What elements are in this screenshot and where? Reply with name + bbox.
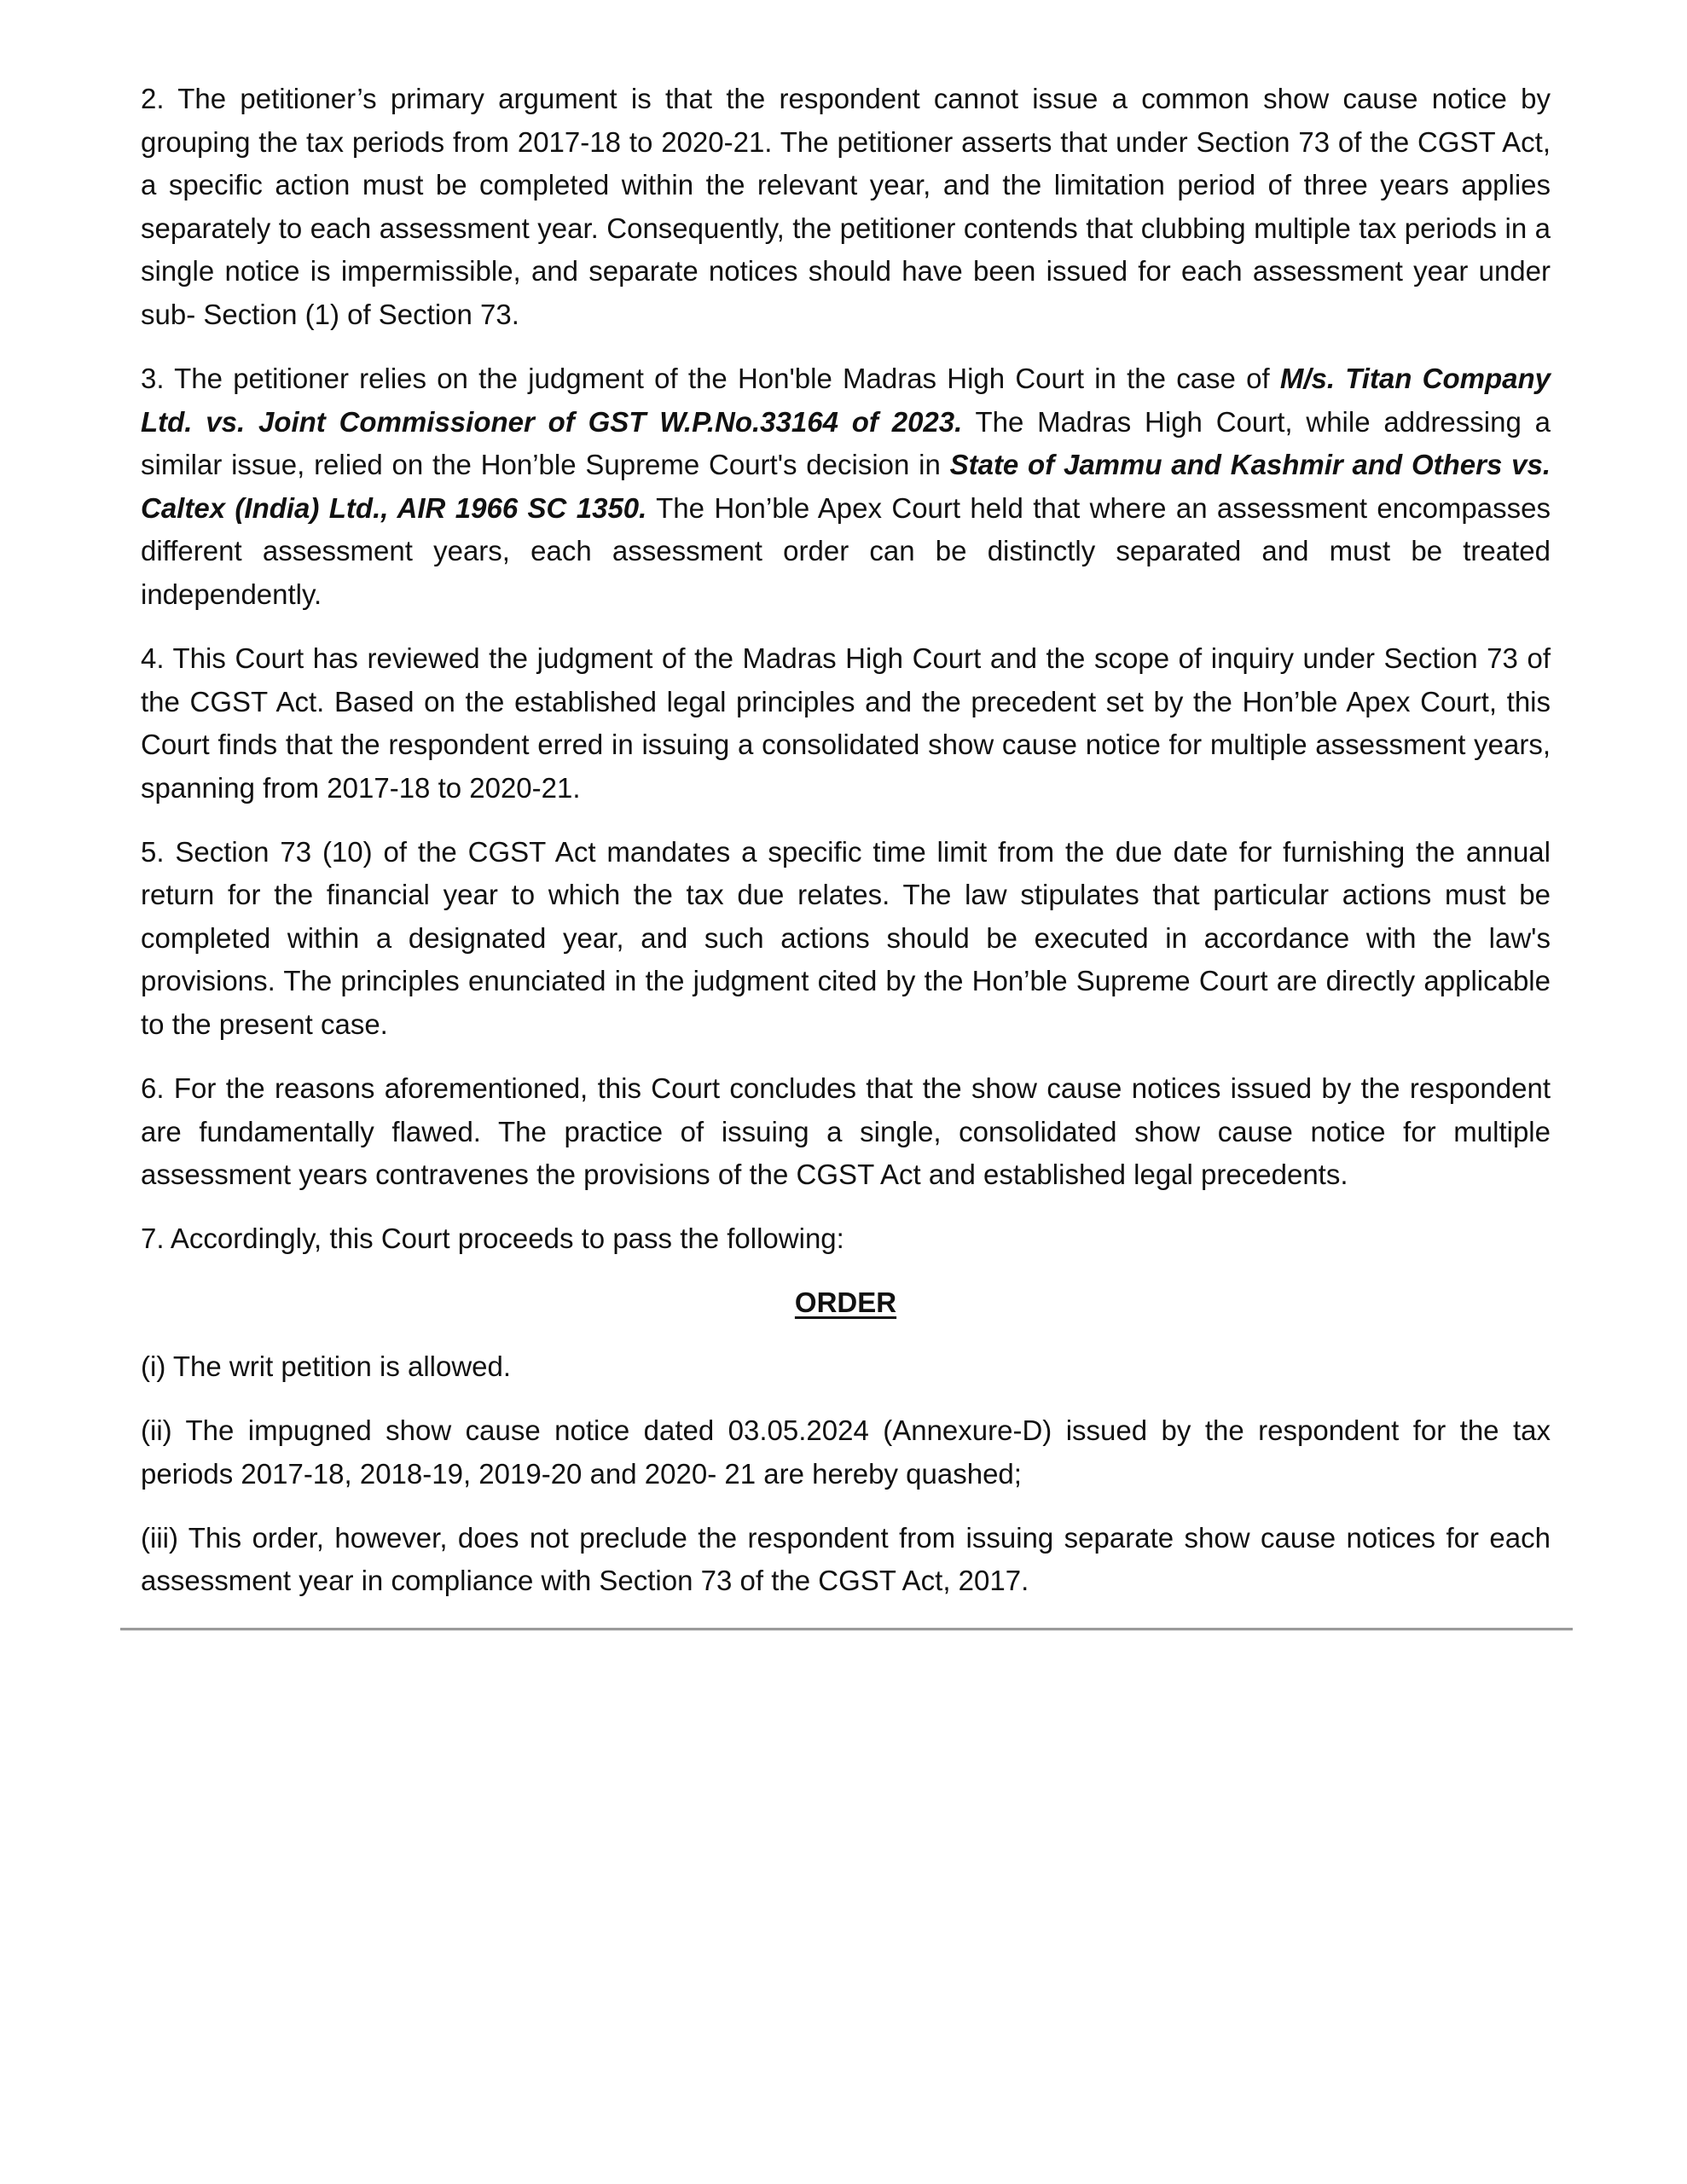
paragraph-4 [141,637,1551,810]
text-run: The Madras High Court, while addressing a similar issue, relied on the Hon’ble Supreme Court's decision in [141,405,1551,481]
paragraph-2 [141,78,1551,337]
text-run: 2. The petitioner’s primary argument is that the respondent cannot issue a common show cause notice by grouping the tax periods from 2017-18 to 2020-21. The petitioner asserts that under Section 73 of the CGST Act, a specific action must be completed within the relevant year, and the limitation period of three years applies separately to each assessment year. Consequently, the petitioner contends that clubbing multiple tax periods in a single notice is impermissible, and separate notices should have been issued for each assessment year under sub- Section (1) of Section 73. [141,83,1551,330]
paragraph-5 [141,831,1551,1047]
case-citation-titan: M/s. Titan Company Ltd. vs. Joint Commissioner of GST W.P.No.33164 of 2023. [141,362,1551,438]
horizontal-divider [120,1628,1573,1630]
text-run: 4. This Court has reviewed the judgment of the Madras High Court and the scope of inquiry under Section 73 of the CGST Act. Based on the established legal principles and the precedent set by the Hon’ble Apex Court, this Court finds that the respondent erred in issuing a consolidated show cause notice for multiple assessment years, spanning from 2017-18 to 2020-21. [141,642,1551,804]
text-run: 5. Section 73 (10) of the CGST Act mandates a specific time limit from the due date for furnishing the annual return for the financial year to which the tax due relates. The law stipulates that particular actions must be completed within a designated year, and such actions should be executed in accordance with the law's provisions. The principles enunciated in the judgment cited by the Hon’ble Supreme Court are directly applicable to the present case. [141,835,1551,1041]
text-run: 6. For the reasons aforementioned, this Court concludes that the show cause notices issued by the respondent are fundamentally flawed. The practice of issuing a single, consolidated show cause notice for multiple assessment years contravenes the provisions of the CGST Act and established legal precedents. [141,1072,1551,1191]
text-run: The Hon’ble Apex Court held that where an assessment encompasses different assessment years, each assessment order can be distinctly separated and must be treated independently. [141,491,1551,610]
order-item-text: (ii) The impugned show cause notice dated 03.05.2024 (Annexure-D) issued by the respondent for the tax periods 2017-18, 2018-19, 2019-20 and 2020- 21 are hereby quashed; [141,1414,1551,1490]
paragraph-6 [141,1067,1551,1197]
paragraph-7 [141,1217,1551,1261]
text-run: 3. The petitioner relies on the judgment of the Hon'ble Madras High Court in the case of [141,362,1280,394]
case-citation-caltex: State of Jammu and Kashmir and Others vs. Caltex (India) Ltd., AIR 1966 SC 1350. [141,449,1551,524]
document-page [141,78,1551,1623]
order-heading-text: ORDER [794,1287,897,1319]
paragraph-3 [141,357,1551,617]
order-item-ii [141,1409,1551,1496]
order-item-i [141,1345,1551,1389]
text-run: 7. Accordingly, this Court proceeds to pass the following: [141,1223,844,1255]
order-item-text: (iii) This order, however, does not preclude the respondent from issuing separate show cause notices for each assessment year in compliance with Section 73 of the CGST Act, 2017. [141,1521,1551,1597]
order-item-text: (i) The writ petition is allowed. [141,1350,512,1383]
order-heading [141,1281,1551,1325]
order-item-iii [141,1517,1551,1603]
